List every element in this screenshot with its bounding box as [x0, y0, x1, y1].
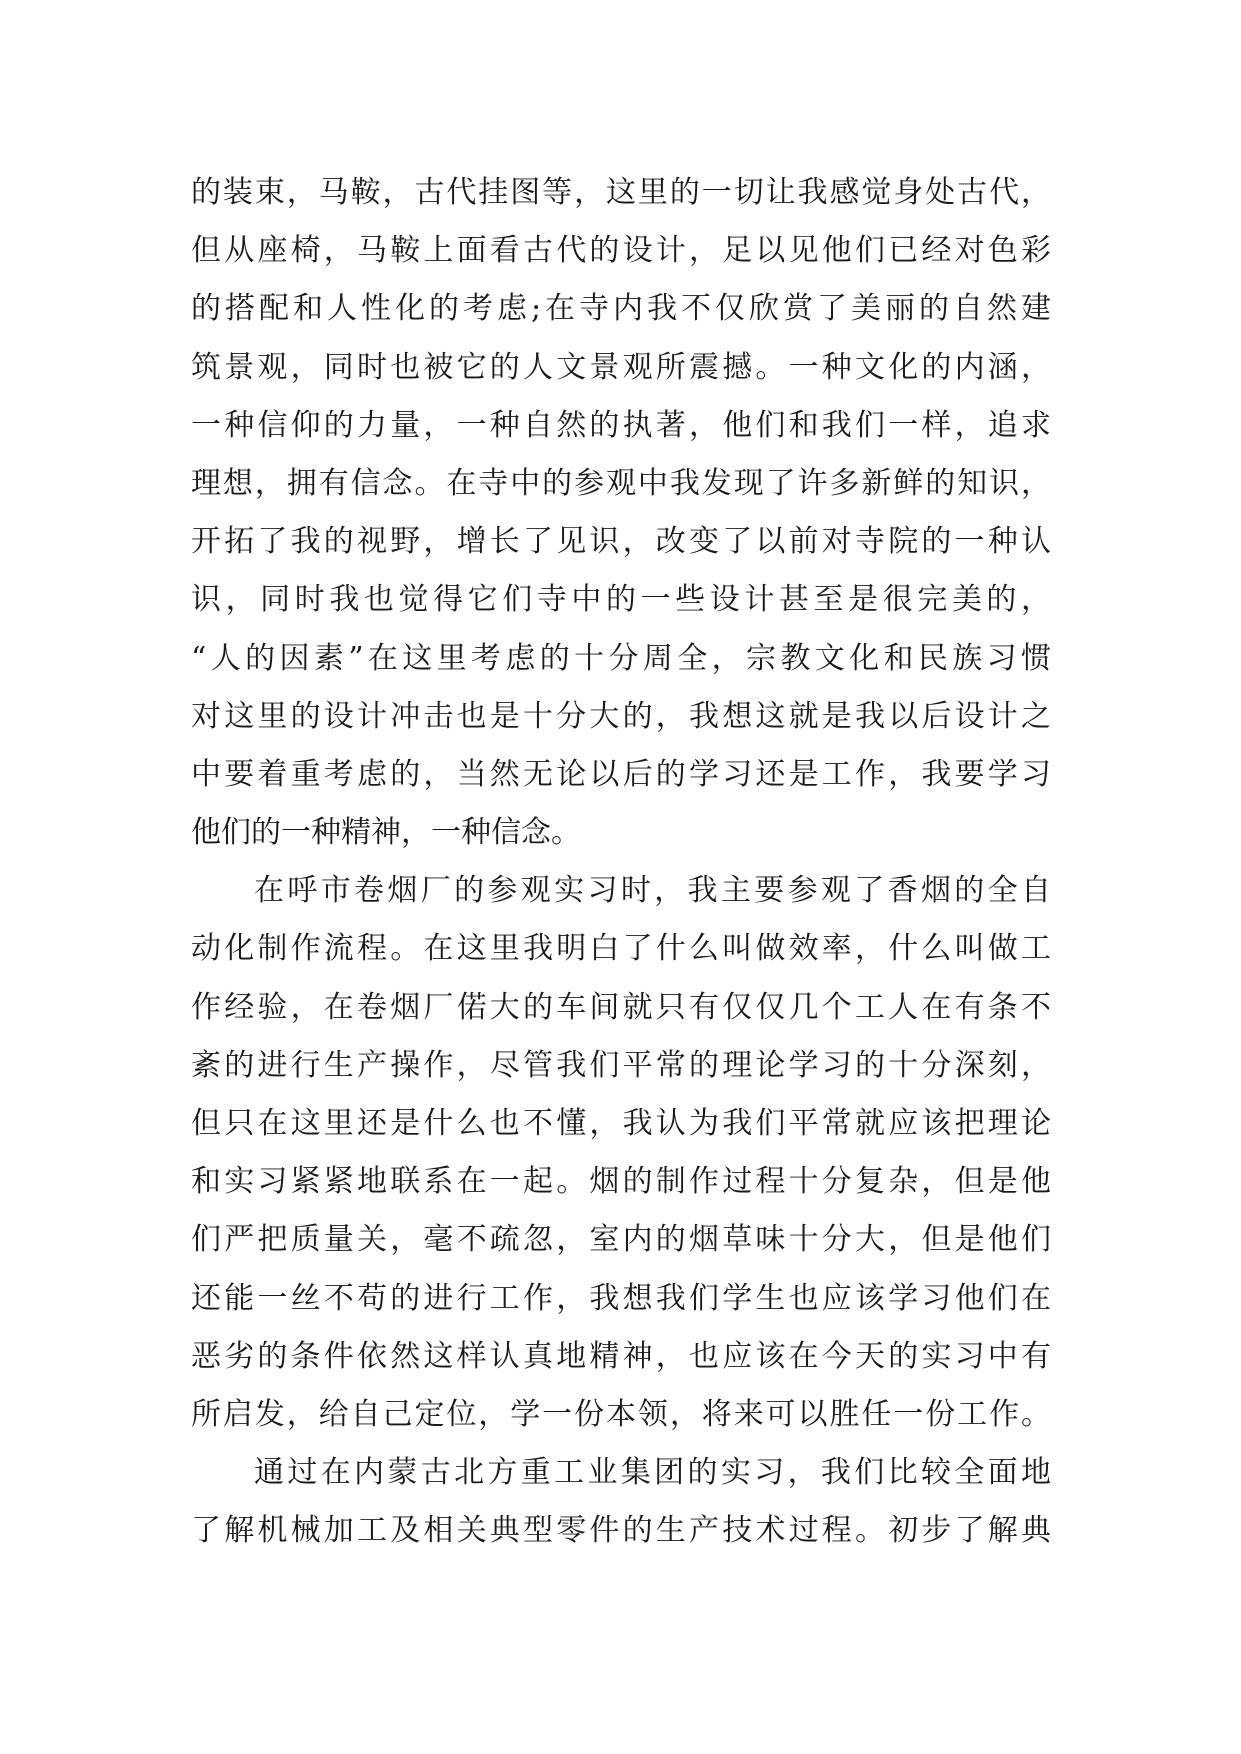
text-line: 恶劣的条件依然这样认真地精神，也应该在今天的实习中有 [191, 1338, 1051, 1374]
text-line: 理想，拥有信念。在寺中的参观中我发现了许多新鲜的知识， [191, 465, 1051, 501]
text-line: 所启发，给自己定位，学一份本领，将来可以胜任一份工作。 [191, 1396, 1051, 1432]
text-line: 但从座椅，马鞍上面看古代的设计，足以见他们已经对色彩 [191, 233, 1051, 269]
text-line: 识，同时我也觉得它们寺中的一些设计甚至是很完美的， [191, 582, 1051, 618]
text-line: 了解机械加工及相关典型零件的生产技术过程。初步了解典 [191, 1513, 1051, 1549]
text-line: 和实习紧紧地联系在一起。烟的制作过程十分复杂，但是他 [191, 1164, 1051, 1200]
text-line: 们严把质量关，毫不疏忽，室内的烟草味十分大，但是他们 [191, 1222, 1051, 1258]
text-line: 他们的一种精神，一种信念。 [191, 815, 581, 851]
text-line: 还能一丝不苟的进行工作，我想我们学生也应该学习他们在 [191, 1280, 1051, 1316]
text-line: 动化制作流程。在这里我明白了什么叫做效率，什么叫做工 [191, 931, 1051, 967]
paragraph-start-line: 在呼市卷烟厂的参观实习时，我主要参观了香烟的全自 [254, 873, 1051, 909]
text-line: 筑景观，同时也被它的人文景观所震撼。一种文化的内涵， [191, 349, 1051, 385]
text-line: 但只在这里还是什么也不懂，我认为我们平常就应该把理论 [191, 1106, 1051, 1141]
text-line: 的装束，马鞍，古代挂图等，这里的一切让我感觉身处古代， [191, 175, 1051, 210]
text-line: 开拓了我的视野，增长了见识，改变了以前对寺院的一种认 [191, 524, 1051, 560]
text-line: “人的因素”在这里考虑的十分周全，宗教文化和民族习惯 [191, 640, 1051, 676]
paragraph-start-line: 通过在内蒙古北方重工业集团的实习，我们比较全面地 [254, 1455, 1051, 1491]
text-line: 一种信仰的力量，一种自然的执著，他们和我们一样，追求 [191, 407, 1051, 443]
body-text [191, 164, 1051, 1561]
text-line: 对这里的设计冲击也是十分大的，我想这就是我以后设计之 [191, 698, 1051, 734]
text-line: 中要着重考虑的，当然无论以后的学习还是工作，我要学习 [191, 756, 1051, 792]
text-line: 的搭配和人性化的考虑;在寺内我不仅欣赏了美丽的自然建 [191, 291, 1051, 327]
text-line: 紊的进行生产操作，尽管我们平常的理论学习的十分深刻， [191, 1047, 1051, 1083]
text-line: 作经验，在卷烟厂偌大的车间就只有仅仅几个工人在有条不 [191, 989, 1051, 1025]
